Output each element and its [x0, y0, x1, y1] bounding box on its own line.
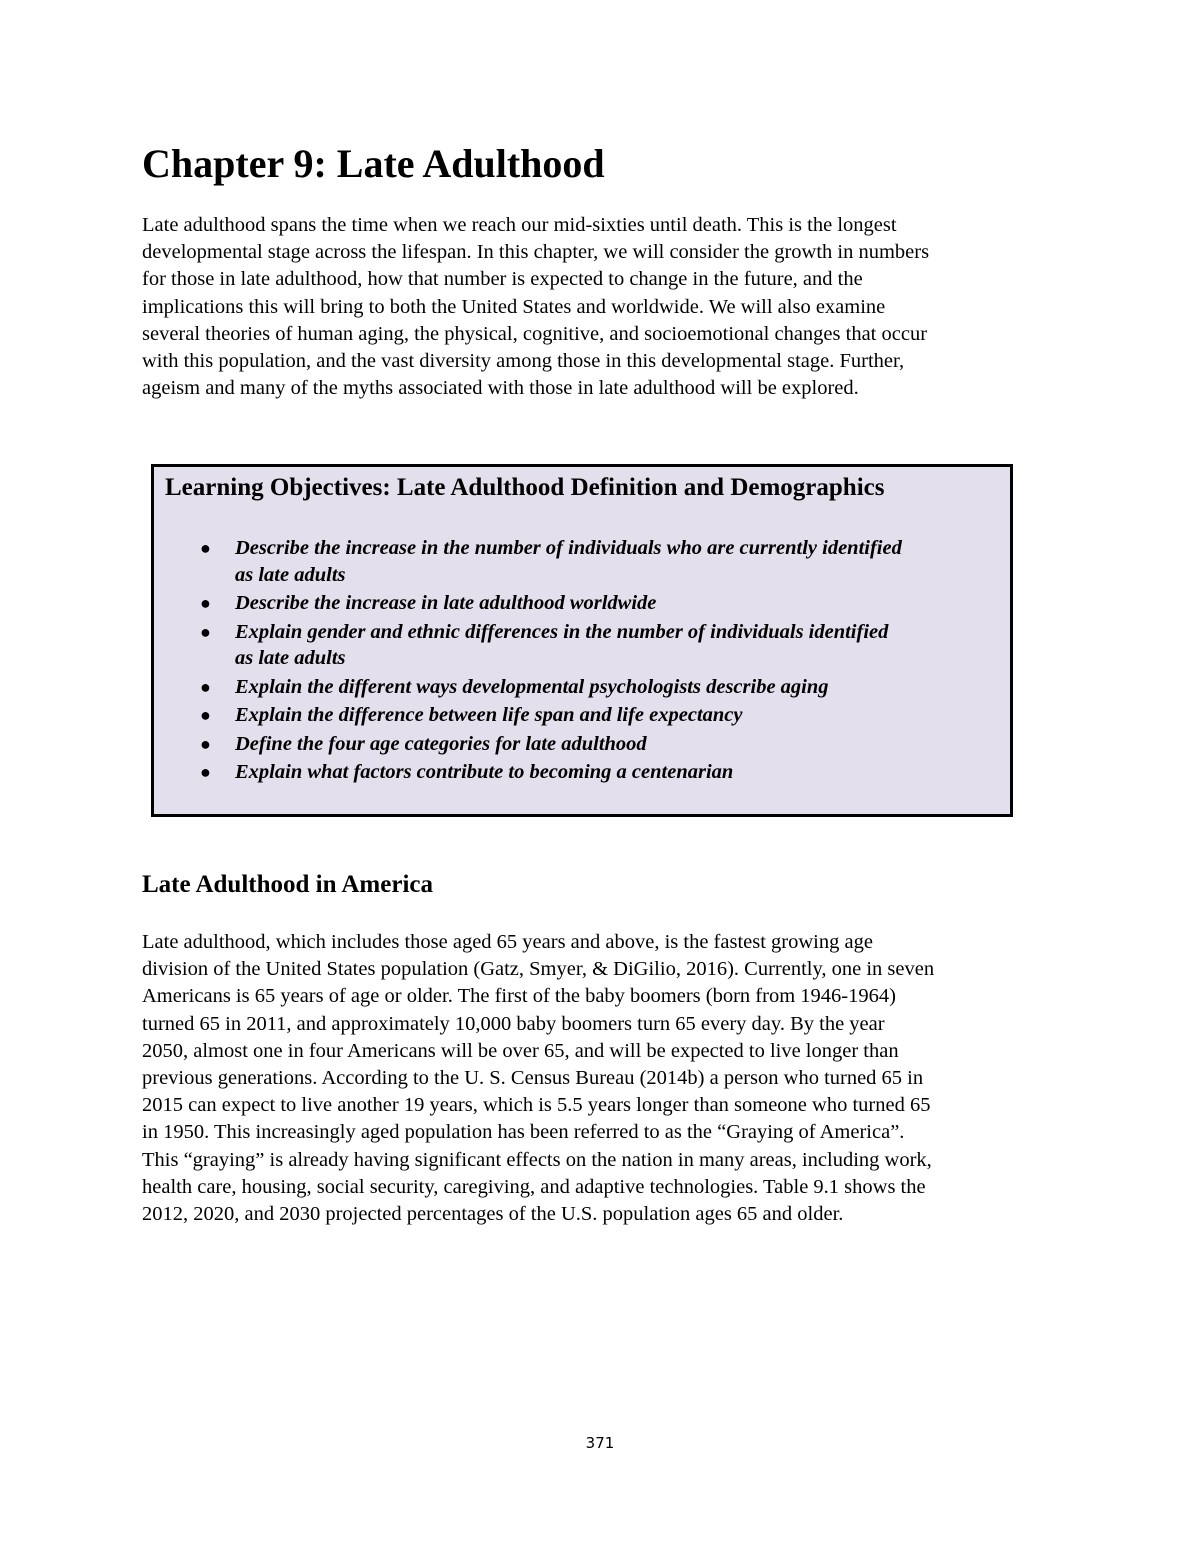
section-line: This “graying” is already having significant effects on the nation in many areas, including work, [142, 1148, 932, 1171]
section-line: turned 65 in 2011, and approximately 10,000 baby boomers turn 65 every day. By the year [142, 1012, 885, 1035]
intro-line: with this population, and the vast diversity among those in this developmental stage. Further, [142, 350, 905, 373]
bullet-icon: ● [200, 762, 211, 782]
bullet-icon: ● [200, 733, 211, 754]
intro-paragraph [142, 212, 1072, 402]
bullet-icon: ● [200, 593, 211, 613]
chapter-title: Chapter 9: Late Adulthood [142, 141, 605, 186]
section-line: previous generations. According to the U. S. Census Bureau (2014b) a person who turned 65 in [142, 1067, 924, 1090]
objective-text: Describe the increase in late adulthood worldwide [235, 592, 657, 614]
intro-line: Late adulthood spans the time when we reach our mid-sixties until death. This is the longest [142, 214, 897, 236]
bullet-icon: ● [200, 705, 211, 725]
objective-text: as late adults [235, 563, 346, 586]
objective-text: Explain the different ways developmental psychologists describe aging [235, 675, 829, 698]
list-item [154, 590, 1015, 617]
objective-text: Describe the increase in the number of individuals who are currently identified [235, 537, 902, 559]
intro-line: several theories of human aging, the physical, cognitive, and socioemotional changes that occur [142, 322, 928, 345]
objective-text: Define the four age categories for late adulthood [235, 732, 647, 755]
section-line: Late adulthood, which includes those aged 65 years and above, is the fastest growing age [142, 931, 873, 953]
learning-objectives-list [154, 535, 1015, 788]
list-item [154, 702, 1015, 729]
list-item [154, 674, 1015, 701]
intro-line: ageism and many of the myths associated with those in late adulthood will be explored. [142, 377, 859, 400]
bullet-icon: ● [200, 538, 211, 558]
section-line: 2050, almost one in four Americans will be over 65, and will be expected to live longer than [142, 1039, 899, 1062]
section-line: 2012, 2020, and 2030 projected percentages of the U.S. population ages 65 and older. [142, 1203, 844, 1226]
list-item [154, 731, 1015, 758]
section-line: division of the United States population (Gatz, Smyer, & DiGilio, 2016). Currently, one in seven [142, 958, 935, 981]
section-heading: Late Adulthood in America [142, 871, 433, 898]
list-item [154, 535, 1015, 588]
section-line: in 1950. This increasingly aged population has been referred to as the “Graying of America”. [142, 1121, 905, 1144]
section-line: 2015 can expect to live another 19 years, which is 5.5 years longer than someone who turned 65 [142, 1094, 931, 1117]
learning-objectives-box [151, 464, 1013, 817]
objective-text: Explain gender and ethnic differences in the number of individuals identified [235, 620, 889, 643]
section-line: health care, housing, social security, caregiving, and adaptive technologies. Table 9.1 shows the [142, 1175, 926, 1198]
objective-text: Explain what factors contribute to becoming a centenarian [235, 761, 734, 783]
section-line: Americans is 65 years of age or older. The first of the baby boomers (born from 1946-1964) [142, 985, 896, 1008]
bullet-icon: ● [200, 676, 211, 697]
list-item [154, 759, 1015, 786]
list-item [154, 619, 1015, 672]
page-number: 371 [585, 1434, 615, 1452]
intro-line: implications this will bring to both the United States and worldwide. We will also examine [142, 295, 886, 318]
intro-line: for those in late adulthood, how that number is expected to change in the future, and the [142, 268, 863, 291]
intro-line: developmental stage across the lifespan. In this chapter, we will consider the growth in numbers [142, 241, 930, 264]
objective-text: as late adults [235, 647, 346, 669]
bullet-icon: ● [200, 621, 211, 642]
learning-objectives-title: Learning Objectives: Late Adulthood Definition and Demographics [165, 474, 885, 501]
objective-text: Explain the difference between life span and life expectancy [235, 704, 743, 726]
section-paragraph [142, 929, 1072, 1228]
